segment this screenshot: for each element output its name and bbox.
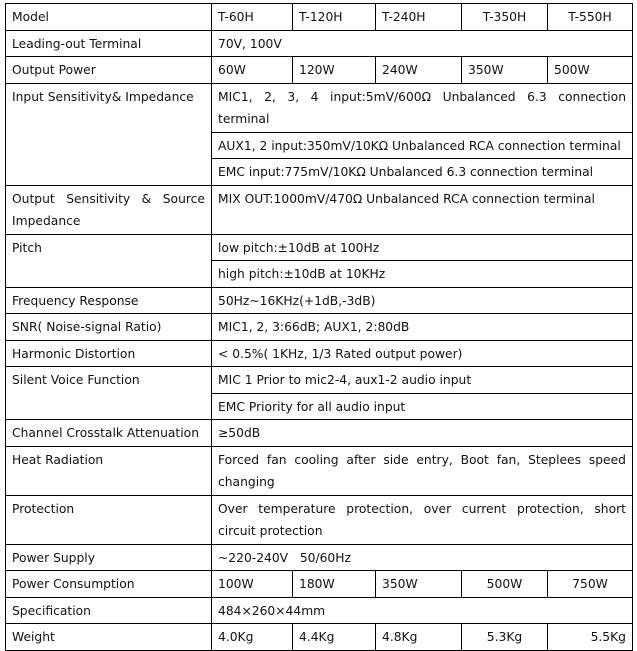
power-consumption-cell: 180W: [293, 571, 376, 598]
label-output-sensitivity: Output Sensitivity & Source Impedance: [6, 185, 212, 234]
output-power-cell: 350W: [462, 57, 548, 84]
label-specification: Specification: [6, 597, 212, 624]
table-row-crosstalk: [6, 420, 633, 447]
table-row-power-supply: [6, 544, 633, 571]
model-cell: T-240H: [376, 4, 462, 31]
value-input-aux: AUX1, 2 input:350mV/10KΩ Unbalanced RCA connection terminal: [212, 132, 633, 159]
value-snr: MIC1, 2, 3:66dB; AUX1, 2:80dB: [212, 314, 633, 341]
spec-table-container: [5, 3, 633, 651]
label-pitch: Pitch: [6, 234, 212, 287]
weight-cell: 4.4Kg: [293, 624, 376, 651]
label-weight: Weight: [6, 624, 212, 651]
label-snr: SNR( Noise-signal Ratio): [6, 314, 212, 341]
label-model: Model: [6, 4, 212, 31]
value-frequency-response: 50Hz~16KHz(+1dB,-3dB): [212, 287, 633, 314]
output-power-cell: 60W: [212, 57, 293, 84]
value-power-supply: ~220-240V 50/60Hz: [212, 544, 633, 571]
table-row-output-sensitivity: [6, 185, 633, 234]
value-silent-voice-mic: MIC 1 Prior to mic2-4, aux1-2 audio input: [212, 367, 633, 394]
value-input-emc: EMC input:775mV/10KΩ Unbalanced 6.3 connection terminal: [212, 159, 633, 186]
table-row-snr: [6, 314, 633, 341]
weight-cell: 5.5Kg: [548, 624, 633, 651]
table-row-silent-voice-mic: [6, 367, 633, 394]
power-consumption-cell: 750W: [548, 571, 633, 598]
value-silent-voice-emc: EMC Priority for all audio input: [212, 393, 633, 420]
label-harmonic-distortion: Harmonic Distortion: [6, 340, 212, 367]
spec-table: [5, 3, 633, 651]
model-cell: T-120H: [293, 4, 376, 31]
value-harmonic-distortion: < 0.5%( 1KHz, 1/3 Rated output power): [212, 340, 633, 367]
output-power-cell: 240W: [376, 57, 462, 84]
value-pitch-high: high pitch:±10dB at 10KHz: [212, 261, 633, 288]
label-crosstalk: Channel Crosstalk Attenuation: [6, 420, 212, 447]
weight-cell: 4.0Kg: [212, 624, 293, 651]
table-row-protection: [6, 495, 633, 544]
model-cell: T-60H: [212, 4, 293, 31]
table-row-power-consumption: [6, 571, 633, 598]
table-row-frequency-response: [6, 287, 633, 314]
table-row-harmonic-distortion: [6, 340, 633, 367]
value-specification: 484×260×44mm: [212, 597, 633, 624]
value-input-mic: MIC1, 2, 3, 4 input:5mV/600Ω Unbalanced 6.3 connection terminal: [212, 83, 633, 132]
label-power-supply: Power Supply: [6, 544, 212, 571]
value-protection: Over temperature protection, over current protection, short circuit protection: [212, 495, 633, 544]
label-frequency-response: Frequency Response: [6, 287, 212, 314]
table-row-specification: [6, 597, 633, 624]
label-silent-voice: Silent Voice Function: [6, 367, 212, 420]
value-pitch-low: low pitch:±10dB at 100Hz: [212, 234, 633, 261]
power-consumption-cell: 350W: [376, 571, 462, 598]
table-row-leading-out: [6, 30, 633, 57]
output-power-cell: 500W: [548, 57, 633, 84]
label-protection: Protection: [6, 495, 212, 544]
table-row-heat-radiation: [6, 446, 633, 495]
label-input-sensitivity: Input Sensitivity& Impedance: [6, 83, 212, 185]
table-row-model: [6, 4, 633, 31]
weight-cell: 5.3Kg: [462, 624, 548, 651]
model-cell: T-550H: [548, 4, 633, 31]
weight-cell: 4.8Kg: [376, 624, 462, 651]
label-output-power: Output Power: [6, 57, 212, 84]
label-leading-out: Leading-out Terminal: [6, 30, 212, 57]
value-output-sensitivity: MIX OUT:1000mV/470Ω Unbalanced RCA connection terminal: [212, 185, 633, 234]
table-row-pitch-low: [6, 234, 633, 261]
value-heat-radiation: Forced fan cooling after side entry, Boot fan, Steplees speed changing: [212, 446, 633, 495]
output-power-cell: 120W: [293, 57, 376, 84]
table-row-input-sensitivity: [6, 83, 633, 132]
value-leading-out: 70V, 100V: [212, 30, 633, 57]
label-power-consumption: Power Consumption: [6, 571, 212, 598]
table-row-output-power: [6, 57, 633, 84]
power-consumption-cell: 500W: [462, 571, 548, 598]
label-heat-radiation: Heat Radiation: [6, 446, 212, 495]
model-cell: T-350H: [462, 4, 548, 31]
value-crosstalk: ≥50dB: [212, 420, 633, 447]
table-row-weight: [6, 624, 633, 651]
power-consumption-cell: 100W: [212, 571, 293, 598]
